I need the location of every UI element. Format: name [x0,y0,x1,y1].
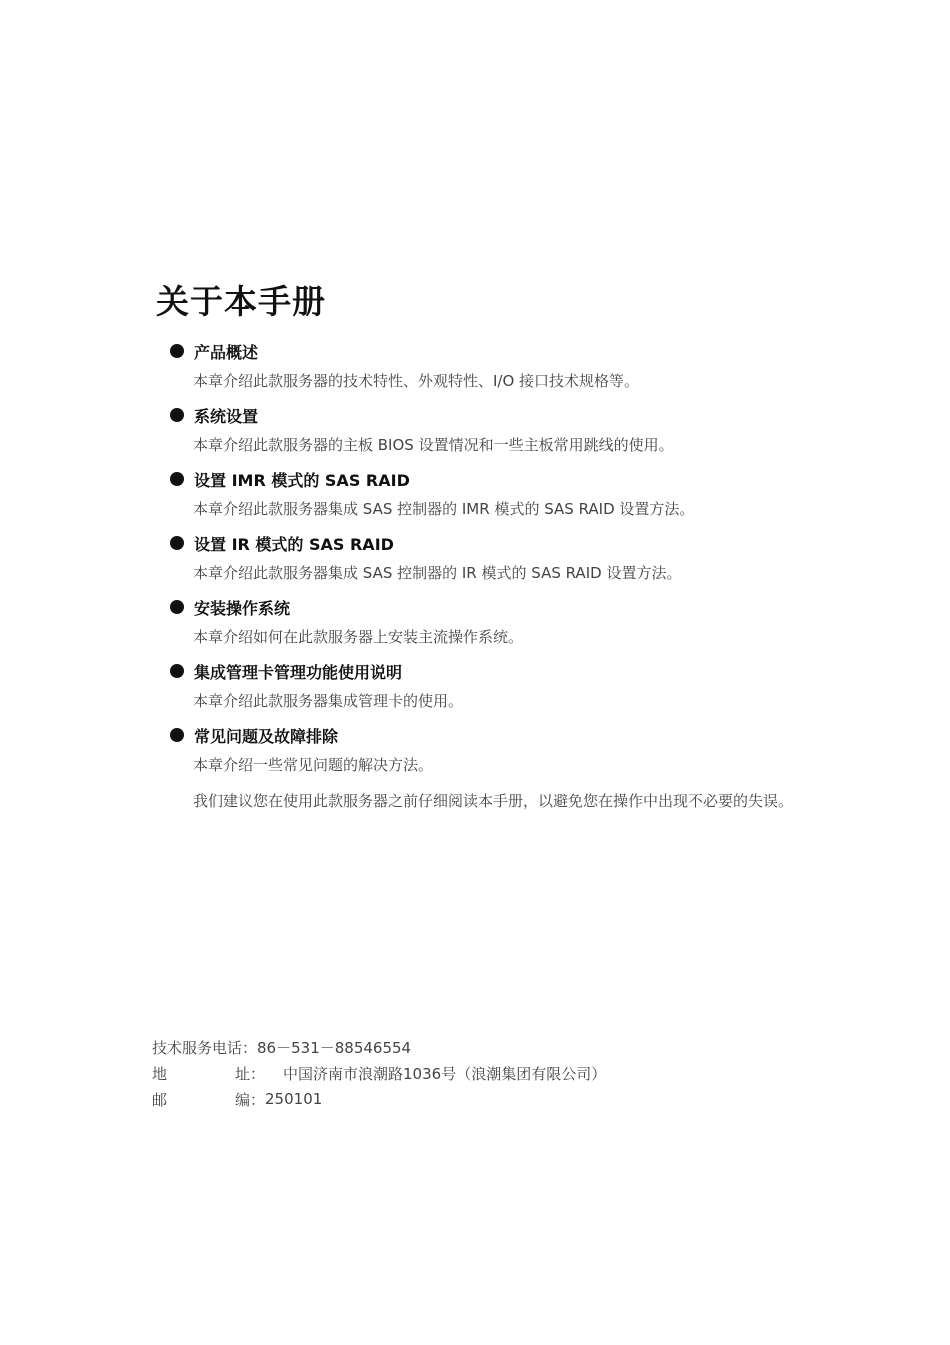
chapter-description: 本章介绍如何在此款服务器上安装主流操作系统。 [193,628,524,646]
bullet-icon [170,600,184,614]
chapter-heading-text: 安装操作系统 [194,598,291,618]
chapter-description: 本章介绍此款服务器的主板 BIOS 设置情况和一些主板常用跳线的使用。 [193,436,674,454]
bullet-icon [170,344,184,358]
bullet-icon [170,536,184,550]
chapter-description: 本章介绍此款服务器集成 SAS 控制器的 IR 模式的 SAS RAID 设置方法。 [193,564,682,582]
postcode-label-second-char: 编： [235,1090,266,1109]
chapter-item [170,466,830,530]
chapter-heading-text: 集成管理卡管理功能使用说明 [194,662,403,682]
chapter-item [170,658,830,722]
chapter-heading [170,530,394,556]
chapter-heading [170,658,402,684]
address-label-first-char: 地 [152,1064,168,1083]
chapter-description: 本章介绍此款服务器的技术特性、外观特性、I/O 接口技术规格等。 [193,372,640,390]
chapter-item [170,338,830,402]
postcode-value: 250101 [265,1090,323,1108]
address-label-second-char: 址： [235,1064,266,1083]
chapter-item [170,530,830,594]
page-title: 关于本手册 [156,282,326,321]
bullet-icon [170,472,184,486]
chapter-heading-text: 设置 IMR 模式的 SAS RAID [194,470,410,490]
closing-paragraph: 我们建议您在使用此款服务器之前仔细阅读本手册，以避免您在操作中出现不必要的失误。 [193,792,794,810]
chapter-heading [170,466,410,492]
postcode-row [152,1086,606,1112]
bullet-icon [170,728,184,742]
postcode-label-first-char: 邮 [152,1090,168,1109]
chapter-item [170,402,830,466]
chapter-description: 本章介绍此款服务器集成 SAS 控制器的 IMR 模式的 SAS RAID 设置方法。 [193,500,695,518]
chapter-item [170,594,830,658]
chapter-heading [170,594,290,620]
chapter-heading [170,402,258,428]
phone-row [152,1034,606,1060]
phone-number: 86－531－88546554 [257,1038,412,1057]
chapter-heading-text: 产品概述 [194,342,259,362]
chapter-description: 本章介绍此款服务器集成管理卡的使用。 [193,692,464,710]
bullet-icon [170,664,184,678]
chapter-list [170,338,830,786]
chapter-item [170,722,830,786]
chapter-heading [170,722,338,748]
address-row [152,1060,606,1086]
phone-label: 技术服务电话： [152,1038,258,1057]
chapter-heading-text: 系统设置 [194,406,259,426]
chapter-heading-text: 设置 IR 模式的 SAS RAID [194,534,394,554]
chapter-description: 本章介绍一些常见问题的解决方法。 [193,756,434,774]
address-value: 中国济南市浪潮路1036号（浪潮集团有限公司） [283,1064,607,1083]
chapter-heading [170,338,258,364]
bullet-icon [170,408,184,422]
chapter-heading-text: 常见问题及故障排除 [194,726,339,746]
contact-info [152,1034,606,1112]
